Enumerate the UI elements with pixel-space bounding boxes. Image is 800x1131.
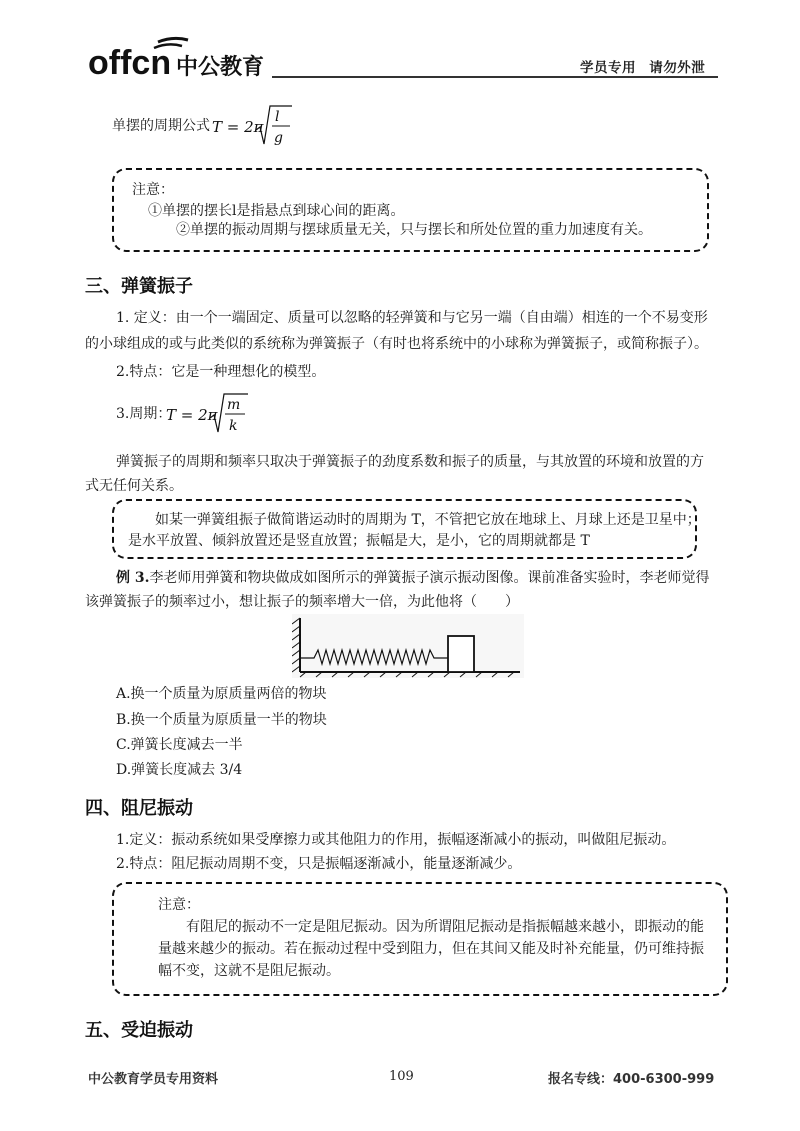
example3-line1 xyxy=(116,568,710,588)
logo-brand-cn: 中公教育 xyxy=(176,55,265,80)
section4-heading: 四、阻尼振动 xyxy=(85,798,193,819)
header-rule xyxy=(272,76,718,78)
note1-line1: ①单摆的摆长l是指悬点到球心间的距离。 xyxy=(148,203,405,219)
section3-def-line2: 的小球组成的或与此类似的系统称为弹簧振子（有时也将系统中的小球称为弹簧振子，或简称振子）。 xyxy=(85,336,708,352)
note2-line2: 是水平放置、倾斜放置还是竖直放置；振幅是大，是小，它的周期就都是 T xyxy=(128,533,590,549)
note3-line3: 幅不变，这就不是阻尼振动。 xyxy=(158,963,340,979)
section5-heading: 五、受迫振动 xyxy=(85,1020,193,1041)
spring-oscillator-figure xyxy=(292,614,524,678)
section4-feature: 2.特点：阻尼振动周期不变，只是振幅逐渐减小，能量逐渐减少。 xyxy=(116,856,522,872)
option-d: D.弹簧长度减去 3/4 xyxy=(116,762,243,778)
footer-left: 中公教育学员专用资料 xyxy=(88,1072,219,1087)
section3-feature: 2.特点：它是一种理想化的模型。 xyxy=(116,364,326,380)
section4-def: 1.定义：振动系统如果受摩擦力或其他阻力的作用，振幅逐渐减小的振动，叫做阻尼振动。 xyxy=(116,832,676,848)
period-formula-den: k xyxy=(229,418,238,434)
block-mass xyxy=(448,636,474,672)
logo-graphic xyxy=(88,34,268,82)
example3-label: 例 3. xyxy=(116,570,150,586)
example3-text1: 李老师用弹簧和物块做成如图所示的弹簧振子演示振动图像。课前准备实验时，李老师觉得 xyxy=(149,570,710,586)
pendulum-formula-num: l xyxy=(275,109,280,125)
logo-text: offcn xyxy=(88,44,172,82)
option-c: C.弹簧长度减去一半 xyxy=(116,737,243,753)
pendulum-formula-label: 单摆的周期公式 xyxy=(112,118,210,134)
pendulum-formula-lhs: T = 2π xyxy=(212,118,264,136)
section3-def-line1: 1. 定义：由一个一端固定、质量可以忽略的轻弹簧和与它另一端（自由端）相连的一个不易变形 xyxy=(116,310,708,326)
option-a: A.换一个质量为原质量两倍的物块 xyxy=(116,686,327,702)
header-tag: 学员专用 请勿外泄 xyxy=(580,60,706,76)
footer-hotline: 报名专线：400-6300-999 xyxy=(548,1072,715,1087)
note3-line1: 有阻尼的振动不一定是阻尼振动。因为所谓阻尼振动是指振幅越来越小，即振动的能 xyxy=(186,919,704,935)
section3-period-label: 3.周期： xyxy=(116,406,172,422)
note1-title: 注意： xyxy=(132,182,174,198)
period-formula-lhs: T = 2π xyxy=(166,406,218,424)
page-number: 109 xyxy=(389,1069,414,1084)
section3-para-line1: 弹簧振子的周期和频率只取决于弹簧振子的劲度系数和振子的质量，与其放置的环境和放置的方 xyxy=(116,454,704,470)
pendulum-formula xyxy=(212,104,302,148)
pendulum-formula-den: g xyxy=(274,130,283,146)
example3-line2: 该弹簧振子的频率过小，想让振子的频率增大一倍，为此他将（ ） xyxy=(85,594,519,610)
note3-title: 注意： xyxy=(158,897,200,913)
note3-line2: 量越来越少的振动。若在振动过程中受到阻力，但在其间又能及时补充能量，仍可维持振 xyxy=(158,941,704,957)
spring-period-formula xyxy=(166,392,256,436)
period-formula-num: m xyxy=(227,397,241,413)
note2-line1: 如某一弹簧组振子做简谐运动时的周期为 T，不管把它放在地球上、月球上还是卫星中； xyxy=(155,512,701,528)
note1-line2: ②单摆的振动周期与摆球质量无关，只与摆长和所处位置的重力加速度有关。 xyxy=(176,222,652,238)
offcn-logo xyxy=(88,34,268,82)
section3-para-line2: 式无任何关系。 xyxy=(85,478,183,494)
section3-heading: 三、弹簧振子 xyxy=(85,276,193,297)
option-b: B.换一个质量为原质量一半的物块 xyxy=(116,712,327,728)
